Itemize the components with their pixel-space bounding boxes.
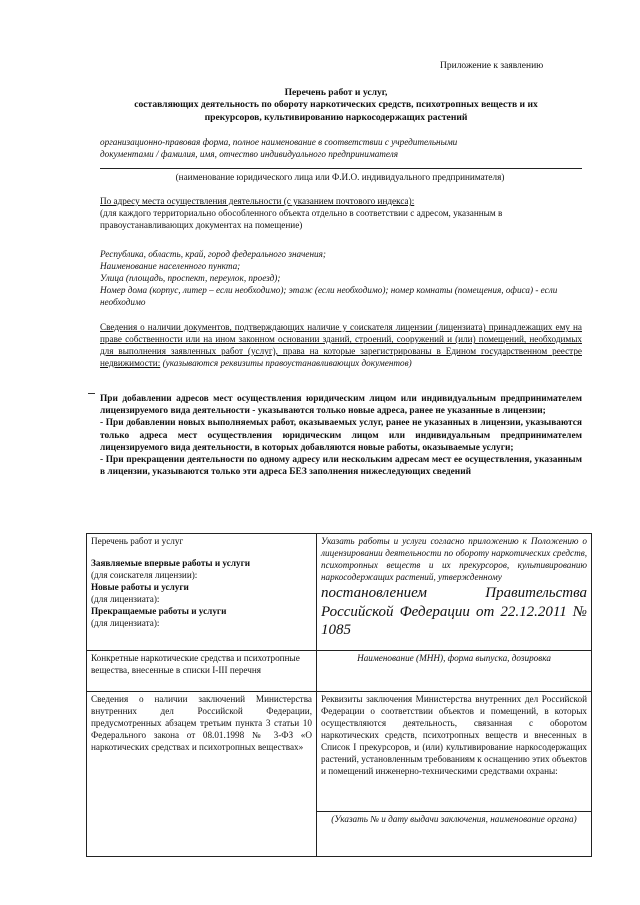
mvd-details-cell (317, 692, 592, 812)
mvd-conclusion-cell (87, 692, 317, 857)
rule-item: - При прекращении деятельности по одному адресу или нескольким адресам мест ее осуществления, указанным в лицензии, указываются только эти адреса БЕЗ заполнения нижеследующих сведений (100, 455, 582, 478)
address-heading: По адресу места осуществления деятельности (с указанием почтового индекса): (100, 196, 415, 206)
added-works-note: (для лицензиата): (91, 593, 160, 604)
address-note: (для каждого территориально обособленного объекта отдельно в соответствии с адресом, указанным в правоустанавливающих документах на помещение) (100, 207, 503, 230)
org-hint-line: организационно-правовая форма, полное наименование в соответствии с учредительными (100, 137, 458, 147)
mvd-conclusion-label: Сведения о наличии заключений Министерства внутренних дел Российской Федерации, предусмотренных абзацем третьим пункта 3 статьи 10 Федерального закона от 08.01.1998 № 3-ФЗ «О наркотических средствах и психотропных веществах» (91, 694, 312, 752)
address-lines (100, 249, 582, 309)
new-works-label: Заявляемые впервые работы и услуги (91, 557, 251, 568)
substances-label: Конкретные наркотические средства и психотропные вещества, внесенные в списки I-III перечня (91, 653, 300, 675)
rule-item: - При добавлении новых выполняемых работ, оказываемых услуг, ранее не указанных в лицензии, указываются только адреса мест осуществления юридическим лицом или индивидуальным предпринимателем лицензируемого вида деятельности, в которых добавляются новые работы, оказываемые услуги; (100, 418, 582, 453)
title-line: Перечень работ и услуг, (284, 87, 388, 98)
works-instruction-cell (317, 534, 592, 651)
title-line: прекурсоров, культивированию наркосодержащих растений (204, 111, 468, 123)
document-title (96, 87, 576, 124)
works-list-heading: Перечень работ и услуг (91, 536, 184, 546)
title-line: составляющих деятельность по обороту наркотических средств, психотропных веществ и их (134, 99, 538, 111)
mvd-details-text: Реквизиты заключения Министерства внутренних дел Российской Федерации о соответствии объектов и помещений, в которых осуществляются деятельность, связанная с оборотом наркотических средств, психотропных веществ и внесенных в Список I прекурсоров, и (или) культивирование наркосодержащих растений, установленным требованиям к оснащению этих объектов и помещений инженерно-техническими средствами охраны: (321, 694, 587, 776)
rule-item: При добавлении адресов мест осуществления юридическим лицом или индивидуальным предпринимателем лицензируемого вида деятельности - указываются только новые адреса, ранее не указанные в лицензии; (100, 394, 582, 417)
rules-section (100, 393, 582, 479)
appendix-label: Приложение к заявлению (440, 61, 544, 71)
org-name-hint (100, 137, 580, 161)
address-line: Номер дома (корпус, литер – если необходимо); этаж (если необходимо); номер комнаты (помещения, офиса) - если необходимо (100, 284, 558, 307)
works-instruction: Указать работы и услуги согласно приложению к Положению о лицензировании деятельности по обороту наркотических средств, психотропных веществ и их прекурсоров, культивированию наркосодержащих растений, утвержденному (321, 536, 587, 582)
stopped-works-label: Прекращаемые работы и услуги (91, 605, 227, 616)
org-name-underline (100, 168, 582, 169)
mvd-note-cell (317, 812, 592, 857)
table-row (87, 651, 592, 692)
substances-cell (87, 651, 317, 692)
table-row (87, 692, 592, 812)
address-line: Улица (площадь, проспект, переулок, проезд); (100, 272, 281, 283)
works-table (86, 533, 592, 857)
substances-instruction-cell (317, 651, 592, 692)
documents-section (100, 322, 582, 370)
substances-instruction: Наименование (МНН), форма выпуска, дозировка (357, 653, 551, 663)
works-list-cell (87, 534, 317, 651)
org-caption: (наименование юридического лица или Ф.И.О. индивидуального предпринимателя) (175, 172, 505, 182)
address-section (100, 196, 582, 232)
org-hint-line: документами / фамилия, имя, отчество индивидуального предпринимателя (100, 148, 399, 159)
table-row (87, 534, 592, 651)
new-works-note: (для соискателя лицензии): (91, 569, 198, 580)
documents-text: Сведения о наличии документов, подтверждающих наличие у соискателя лицензии (лицензиата) принадлежащих ему на праве собственности или на ином законном основании зданий, строений, сооружений и (или) помещений, необходимых для выполнения заявленных работ (услуг), права на которые зарегистрированы в Едином государственном реестре недвижимости: (100, 322, 582, 368)
mvd-note: (Указать № и дату выдачи заключения, наименование органа) (331, 814, 577, 824)
decree-reference: постановлением Правительства Российской Федерации от 22.12.2011 № 1085 (321, 584, 587, 639)
address-line: Наименование населенного пункта; (100, 260, 241, 271)
documents-note: (указываются реквизиты правоустанавливающих документов) (160, 357, 412, 368)
address-line: Республика, область, край, город федерального значения; (100, 249, 326, 259)
scan-mark (88, 393, 95, 397)
added-works-label: Новые работы и услуги (91, 581, 189, 592)
stopped-works-note: (для лицензиата): (91, 617, 160, 628)
